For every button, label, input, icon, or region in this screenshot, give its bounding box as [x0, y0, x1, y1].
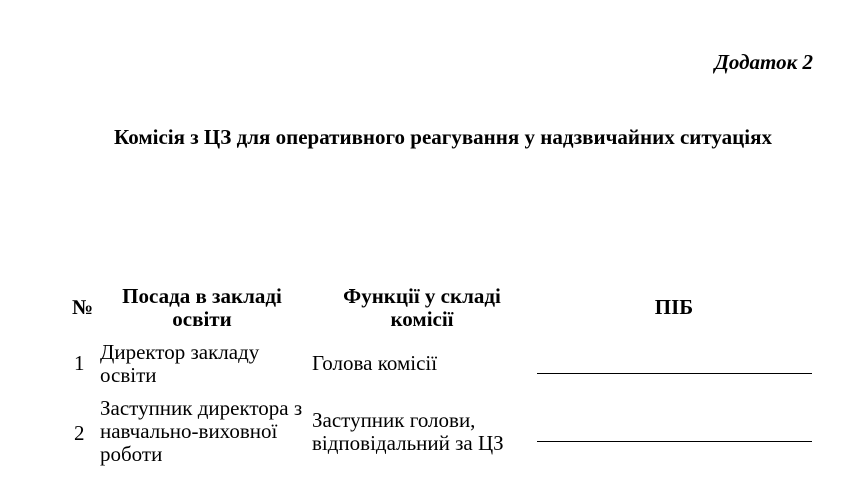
row-function: Голова комісії: [312, 351, 438, 375]
row-number: 2: [74, 421, 85, 445]
name-signature-line: [537, 373, 812, 374]
name-signature-line: [537, 441, 812, 442]
header-number: №: [72, 295, 94, 319]
appendix-label: Додаток 2: [714, 50, 813, 74]
header-position: Посада в закладі освіти: [122, 284, 282, 331]
row-position: Директор закладу освіти: [100, 340, 260, 387]
header-name: ПІБ: [654, 295, 694, 319]
document-title: Комісія з ЦЗ для оперативного реагування у надзвичайних ситуаціях: [114, 125, 772, 149]
row-position: Заступник директора з навчально-виховної роботи: [100, 396, 303, 466]
row-function: Заступник голови, відповідальний за ЦЗ: [312, 408, 504, 455]
row-number: 1: [74, 351, 85, 375]
header-function: Функції у складі комісії: [343, 284, 501, 331]
